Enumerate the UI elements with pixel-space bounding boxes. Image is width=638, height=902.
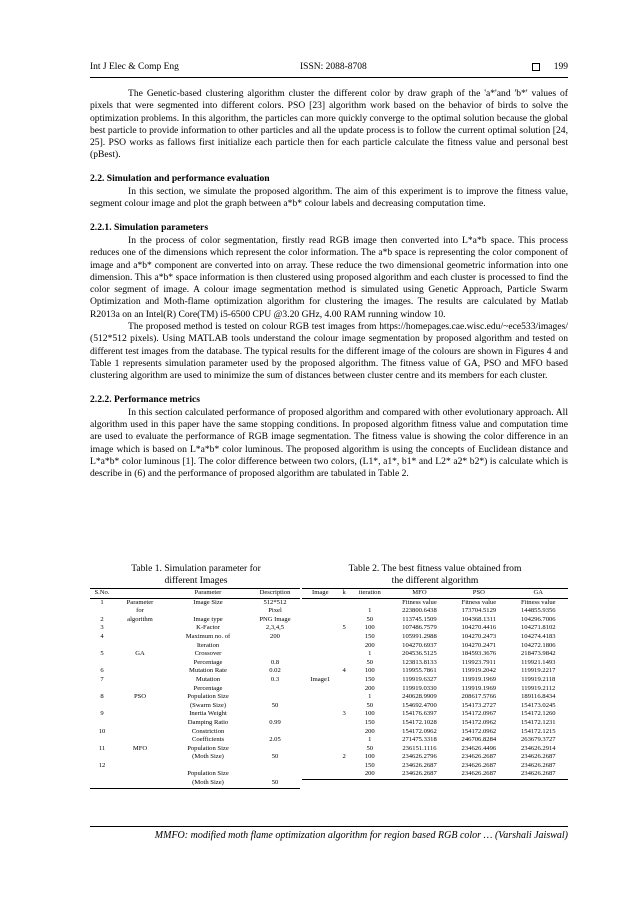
table-cell: 184593.3676	[461, 650, 497, 658]
table-cell: GA	[135, 650, 145, 658]
table-cell	[339, 762, 350, 771]
table-cell	[114, 685, 166, 694]
table-cell: 154172.1231	[520, 718, 556, 726]
table-cell	[250, 710, 300, 719]
table-cell: 234626.2796	[402, 753, 437, 761]
table-cell: Mutation	[195, 675, 221, 683]
table-cell: 2	[342, 753, 346, 761]
table-cell	[339, 736, 350, 745]
table-cell	[302, 659, 339, 668]
table-cell	[339, 616, 350, 625]
table-row	[302, 745, 568, 754]
section-2-2-2-heading: 2.2.2. Performance metrics	[90, 393, 201, 405]
table-cell	[90, 702, 114, 711]
table-1-caption-line-2: different Images	[164, 574, 228, 586]
table-cell: 100	[364, 753, 375, 761]
table-row	[302, 762, 568, 771]
table-cell: 154172.0962	[402, 727, 437, 735]
table-1-caption	[90, 563, 302, 586]
table-cell	[114, 770, 166, 779]
table-1-header-cell: Parameter	[194, 589, 222, 596]
table-cell: Population Size	[187, 770, 229, 778]
table-cell: 223800.6438	[402, 607, 437, 615]
section-2-2-2-paragraph: In this section calculated performance of proposed algorithm and compared with other evolutionary approach. All algorithm used in this paper have the same stopping conditions. In proposed algorithm fitness value and computation time are used to evaluate the performance of RGB image segmentation. The fitness value is showing the color difference in an image which is based on L*a*b* color luminous. The proposed algorithm is using the concepts of Euclidean distance and L*a*b* color luminous [1]. The color difference between two colors, (L1*, a1*, b1* and L2* a2* b2*) is calculate which is describe in (6) and the performance of proposed algorithm are tabulated in Table 2.	[90, 406, 568, 480]
journal-name: Int J Elec & Comp Eng	[90, 62, 179, 72]
table-row	[302, 693, 568, 702]
table-cell: 10	[98, 727, 106, 735]
table-cell: (Swarm Size)	[189, 701, 227, 709]
table-cell: 150	[364, 761, 375, 769]
table-cell	[114, 753, 166, 762]
table-cell: 200	[364, 770, 375, 778]
table-cell: 173704.5129	[461, 607, 497, 615]
table-cell: 50	[366, 658, 374, 666]
table-cell: 154172.1215	[520, 727, 556, 735]
table-cell	[339, 719, 350, 728]
table-row	[302, 702, 568, 711]
table-row	[90, 659, 300, 668]
table-2-subheader-cell: Fitness value	[402, 598, 437, 606]
table-cell	[339, 642, 350, 651]
table-cell	[339, 693, 350, 702]
table-cell	[302, 624, 339, 633]
table-cell: 0.3	[270, 675, 280, 683]
table-cell: 104270.6937	[402, 641, 437, 649]
table-cell: 2.05	[269, 736, 281, 744]
table-cell	[250, 728, 300, 737]
table-2-subheader-cell: Fitness value	[461, 598, 497, 606]
table-cell: 4	[342, 667, 346, 675]
header-rule	[90, 77, 568, 78]
table-cell	[90, 770, 114, 779]
table-cell	[114, 676, 166, 685]
table-cell: (Moth Size)	[192, 753, 224, 761]
footer-rule	[90, 826, 568, 827]
table-cell: 1	[100, 598, 104, 606]
table-cell	[90, 753, 114, 762]
table-cell	[250, 762, 300, 771]
table-cell	[302, 667, 339, 676]
table-cell: 234626.2687	[461, 753, 497, 761]
table-cell: 218473.9842	[520, 650, 556, 658]
table-cell: Damping Ratio	[187, 718, 229, 726]
table-cell: 3	[100, 624, 104, 632]
table-cell: 200	[364, 727, 375, 735]
table-row	[302, 676, 568, 685]
table-cell	[250, 770, 300, 779]
table-cell: PSO	[133, 693, 147, 701]
table-2	[302, 588, 568, 780]
table-cell	[302, 736, 339, 745]
table-cell	[302, 693, 339, 702]
table-cell: Coefficients	[191, 736, 225, 744]
table-cell	[302, 702, 339, 711]
table-cell	[302, 650, 339, 659]
table-cell: 100	[364, 624, 375, 632]
table-cell: 150	[364, 632, 375, 640]
table-cell: 104296.7006	[520, 615, 556, 623]
table-1-body	[90, 598, 300, 788]
table-2-header-cell: Image	[312, 589, 329, 596]
intro-paragraph: The Genetic-based clustering algorithm cluster the different color by draw graph of the 'a*'and 'b*' values of pixels that were segmented into different colors. PSO [23] algorithm work based on the behavior of birds to solve the optimization problems. In this algorithm, the particles can more quickly converge to the optimal solution because the global best particle to provide information to other particles and all the update process is to follow the current optimal solution [24, 25]. PSO works as fallows first initialize each particle then for each particle calculate the fitness value and personal best (pBest).	[90, 88, 568, 161]
table-cell: 119919.2217	[521, 667, 556, 675]
table-cell: algorithm	[127, 615, 153, 623]
table-cell: MFO	[132, 744, 148, 752]
table-cell: 150	[364, 718, 375, 726]
table-2-header-row	[302, 589, 568, 599]
table-row	[302, 650, 568, 659]
table-1-header-cell: Description	[259, 589, 291, 596]
table-cell: 119955.7861	[402, 667, 437, 675]
table-cell: 154172.0962	[461, 727, 497, 735]
table-2-header-cell: k	[342, 589, 346, 596]
section-2-2-paragraph: In this section, we simulate the proposed algorithm. The aim of this experiment is to improve the fitness value, segment colour image and plot the graph between a*b* colour labels and decreasing computation time.	[90, 186, 568, 210]
table-row	[302, 685, 568, 694]
table-row	[90, 702, 300, 711]
table-2-caption	[302, 563, 568, 586]
table-cell: 104270.4416	[461, 624, 497, 632]
table-cell	[302, 745, 339, 754]
table-1-header-cell: S.No.	[94, 589, 110, 596]
table-cell	[250, 642, 300, 651]
table-row	[302, 667, 568, 676]
table-cell: Pixel	[268, 607, 282, 615]
table-cell	[339, 685, 350, 694]
table-1-caption-line-1: Table 1. Simulation parameter for	[131, 563, 261, 574]
table-row	[302, 770, 568, 779]
table-cell	[90, 719, 114, 728]
table-cell	[250, 745, 300, 754]
table-cell: Image type	[193, 615, 223, 623]
table-cell	[114, 728, 166, 737]
section-2-2-1-paragraph-1: In the process of color segmentation, firstly read RGB image then converted into L*a*b space. This process reduces one of the dimensions which represent the color information. The a*b space is representing the color component of image and a*b* component are converted into on array. These reduce the two dimensional geometric information into one dimension. This a*b* space information is then clustered using proposed algorithm and each cluster is processed to find the color segment of image. A colour image segmentation method is simulated using Genetic Approach, Particle Swarm Optimization and Moth-flame optimization algorithm for clustering the images. The results are calculated by Matlab R2013a on an Intel(R) Core(TM) i5-6500 CPU @3.20 GHz, 4.00 RAM running window 10.	[90, 234, 568, 320]
issn: ISSN: 2088-8708	[300, 62, 367, 72]
table-row	[90, 616, 300, 625]
table-row	[90, 710, 300, 719]
table-cell: 50	[271, 753, 279, 761]
table-cell: Maximum no. of	[185, 632, 231, 640]
table-cell: 246706.8284	[461, 736, 497, 744]
table-cell: 2,3,4,5	[265, 624, 285, 632]
table-cell: 119919.1969	[461, 675, 497, 683]
table-cell	[339, 702, 350, 711]
table-row	[302, 736, 568, 745]
table-cell: 100	[364, 667, 375, 675]
table-cell	[114, 624, 166, 633]
table-2-caption-line-2: the different algorithm	[391, 574, 479, 586]
table-cell: Constriction	[191, 727, 225, 735]
table-row	[90, 624, 300, 633]
table-2-header-cell: PSO	[472, 589, 485, 596]
table-cell: 200	[364, 684, 375, 692]
table-cell: 119919.2118	[521, 675, 556, 683]
table-cell: K-Factor	[196, 624, 220, 632]
table-cell: 234626.2687	[520, 761, 556, 769]
table-cell	[339, 633, 350, 642]
table-cell: 144855.9356	[520, 607, 556, 615]
table-cell: 234626.2687	[402, 761, 437, 769]
table-cell: 119923.7911	[461, 658, 496, 666]
table-cell: 154172.0967	[461, 710, 497, 718]
table-cell: Parameter	[126, 598, 154, 606]
section-2-2-1-paragraph-2: The proposed method is tested on colour RGB test images from https://homepages.cae.wisc.edu/~ece533/images/ (512*512 pixels). Using MATLAB tools understand the colour image segmentation by proposed algorithm and tested on different test images from the database. The typical results for the different image of the colours are shown in Figures 4 and Table 1 represents simulation parameter used by the proposed algorithm. The fitness value of GA, PSO and MFO based clustering algorithm are used to minimize the sum of distances between cluster centre and its members for each cluster.	[90, 321, 568, 382]
table-cell	[114, 702, 166, 711]
table-cell: 204536.5125	[402, 650, 437, 658]
table-cell	[250, 693, 300, 702]
table-cell: 50	[271, 779, 279, 787]
table-cell: 234626.2687	[520, 753, 556, 761]
table-2-caption-line-1: Table 2. The best fitness value obtained from	[348, 563, 522, 574]
table-cell	[114, 642, 166, 651]
table-cell	[90, 779, 114, 788]
table-cell: 0.99	[269, 718, 281, 726]
table-row	[90, 607, 300, 616]
table-row	[90, 598, 300, 607]
table-cell: (Moth Size)	[192, 779, 224, 787]
table-1-header-row	[90, 589, 300, 599]
table-cell: 104270.2473	[461, 632, 497, 640]
table-cell: 154176.6397	[402, 710, 437, 718]
table-cell: 119919.1969	[461, 684, 497, 692]
table-row	[90, 667, 300, 676]
table-2-head	[302, 589, 568, 599]
table-cell	[90, 736, 114, 745]
table-cell	[339, 607, 350, 616]
table-2-body	[302, 598, 568, 779]
table-cell	[114, 667, 166, 676]
table-cell	[302, 633, 339, 642]
table-cell: 0.8	[270, 658, 280, 666]
page-number-group	[532, 62, 568, 72]
running-header	[90, 62, 568, 76]
table-cell	[302, 728, 339, 737]
table-cell	[339, 650, 350, 659]
table-2-subheader-cell	[339, 598, 350, 607]
page-number: 199	[553, 62, 568, 72]
table-cell: 234626.2687	[402, 770, 437, 778]
table-cell: 7	[100, 675, 104, 683]
table-cell: 119919.6327	[402, 675, 437, 683]
table-cell: 8	[100, 693, 104, 701]
table-cell	[114, 710, 166, 719]
table-cell: 5	[100, 650, 104, 658]
table-cell: 4	[100, 632, 104, 640]
table-row	[90, 762, 300, 771]
table-cell: Population Size	[187, 744, 229, 752]
table-cell: 240628.9909	[402, 693, 437, 701]
table-cell: Population Size	[187, 693, 229, 701]
table-cell: 5	[342, 624, 346, 632]
table-cell: 50	[271, 701, 279, 709]
table-cell	[302, 642, 339, 651]
table-cell: 9	[100, 710, 104, 718]
table-cell	[166, 607, 250, 616]
table-row	[90, 642, 300, 651]
table-cell: 1	[368, 736, 372, 744]
table-cell: 234626.4496	[461, 744, 497, 752]
table-cell: 119921.1493	[521, 658, 556, 666]
table-2-subheader-cell	[302, 598, 339, 607]
table-cell	[114, 736, 166, 745]
table-row	[90, 633, 300, 642]
table-cell: 263679.3727	[520, 736, 556, 744]
table-row	[90, 728, 300, 737]
table-cell: 3	[342, 710, 346, 718]
table-row	[90, 676, 300, 685]
table-cell: PNG Image	[259, 615, 291, 623]
table-cell	[90, 642, 114, 651]
table-cell	[302, 710, 339, 719]
table-cell: for	[136, 607, 144, 615]
table-cell: 119919.2042	[461, 667, 497, 675]
table-row	[90, 685, 300, 694]
table-cell: 271475.3318	[402, 736, 437, 744]
table-cell	[339, 745, 350, 754]
table-cell: 236151.1116	[402, 744, 437, 752]
table-cell: 123813.8133	[402, 658, 437, 666]
table-row	[90, 753, 300, 762]
table-cell: 105991.2988	[402, 632, 437, 640]
table-cell: 100	[364, 710, 375, 718]
section-2-2-heading: 2.2. Simulation and performance evaluation	[90, 172, 270, 184]
table-cell: 200	[270, 632, 280, 640]
table-cell	[339, 676, 350, 685]
table-cell: 234626.2687	[461, 770, 497, 778]
table-cell: 113745.1509	[402, 615, 437, 623]
table-cell: 104274.4183	[520, 632, 556, 640]
table-row	[90, 745, 300, 754]
table-cell: 11	[98, 744, 106, 752]
table-row	[90, 650, 300, 659]
table-cell: 2	[100, 615, 104, 623]
table-cell: 150	[364, 675, 375, 683]
table-cell: 189116.8434	[521, 693, 556, 701]
table-2-header-cell: GA	[533, 589, 544, 596]
table-cell: 234626.2687	[520, 770, 556, 778]
table-cell	[90, 607, 114, 616]
running-footer: MMFO: modified moth flame optimization algorithm for region based RGB color … (Varshali Jaiswal)	[154, 830, 568, 841]
table-row	[90, 779, 300, 788]
table-row	[302, 633, 568, 642]
table-cell	[90, 659, 114, 668]
table-cell	[302, 770, 339, 779]
table-row	[302, 607, 568, 616]
table-cell: 104271.8102	[520, 624, 556, 632]
table-cell	[114, 779, 166, 788]
table-cell: 107486.7579	[402, 624, 437, 632]
table-cell	[339, 659, 350, 668]
table-cell: 154172.0962	[461, 718, 497, 726]
table-cell	[302, 616, 339, 625]
table-row	[302, 659, 568, 668]
table-cell: 208617.5766	[461, 693, 497, 701]
table-row	[302, 624, 568, 633]
table-cell: Mutation Rate	[189, 667, 227, 675]
table-cell	[250, 685, 300, 694]
table-cell	[302, 607, 339, 616]
table-cell	[114, 719, 166, 728]
table-cell: 104272.1806	[520, 641, 556, 649]
table-cell: 0.02	[269, 667, 281, 675]
table-row	[302, 616, 568, 625]
table-cell: 154172.1260	[520, 710, 556, 718]
table-cell: 154172.1028	[402, 718, 437, 726]
table-cell: Crossover	[194, 650, 222, 658]
body-text	[90, 88, 568, 481]
table-row	[302, 719, 568, 728]
table-cell	[166, 762, 250, 771]
table-cell: 234626.2914	[520, 744, 556, 752]
table-cell: 50	[366, 744, 374, 752]
table-cell: 6	[100, 667, 104, 675]
table-cell: 119919.2112	[521, 684, 556, 692]
table-cell	[302, 753, 339, 762]
table-1	[90, 588, 300, 789]
table-cell: Inertia Weight	[189, 710, 227, 718]
table-cell: Image Size	[193, 598, 223, 606]
table-cell: 154173.0245	[520, 701, 556, 709]
table-cell: 104368.1311	[461, 615, 497, 623]
table-cell: Iteration	[196, 641, 220, 649]
table-cell: 154692.4700	[402, 701, 437, 709]
table-2-subheader-cell	[350, 598, 390, 607]
table-cell: 12	[98, 761, 106, 769]
table-row	[90, 693, 300, 702]
table-1-header-cell	[114, 589, 166, 599]
table-cell: 234626.2687	[461, 761, 497, 769]
table-row	[302, 753, 568, 762]
table-cell	[302, 719, 339, 728]
table-1-head	[90, 589, 300, 599]
table-cell: 154173.2727	[461, 701, 497, 709]
table-row	[90, 719, 300, 728]
table-2-subheader-cell: Fitness value	[520, 598, 556, 606]
table-cell: 119919.0330	[402, 684, 437, 692]
table-row	[302, 642, 568, 651]
table-cell	[250, 650, 300, 659]
table-row	[90, 736, 300, 745]
table-cell: Percentage	[193, 658, 223, 666]
table-cell: 1	[368, 607, 372, 615]
table-cell	[302, 762, 339, 771]
table-2-header-cell: iteration	[358, 589, 381, 596]
table-row	[90, 770, 300, 779]
table-cell	[302, 685, 339, 694]
table-cell: 1	[368, 650, 372, 658]
table-row	[302, 710, 568, 719]
section-2-2-1-heading: 2.2.1. Simulation parameters	[90, 221, 209, 233]
table-cell: Percentage	[193, 684, 223, 692]
table-cell	[339, 728, 350, 737]
table-cell: Image1	[310, 675, 331, 683]
table-cell: 512*512	[263, 598, 287, 606]
table-2-subheader-row	[302, 598, 568, 607]
table-2-header-cell: MFO	[412, 589, 427, 596]
table-cell: 104270.2471	[461, 641, 497, 649]
table-cell	[114, 633, 166, 642]
table-cell	[90, 685, 114, 694]
table-cell: 200	[364, 641, 375, 649]
table-cell	[114, 659, 166, 668]
table-cell: 50	[366, 615, 374, 623]
checkbox-icon	[532, 63, 540, 71]
table-cell	[339, 770, 350, 779]
table-cell: 50	[366, 701, 374, 709]
table-cell: 1	[368, 693, 372, 701]
table-row	[302, 728, 568, 737]
table-cell	[114, 762, 166, 771]
